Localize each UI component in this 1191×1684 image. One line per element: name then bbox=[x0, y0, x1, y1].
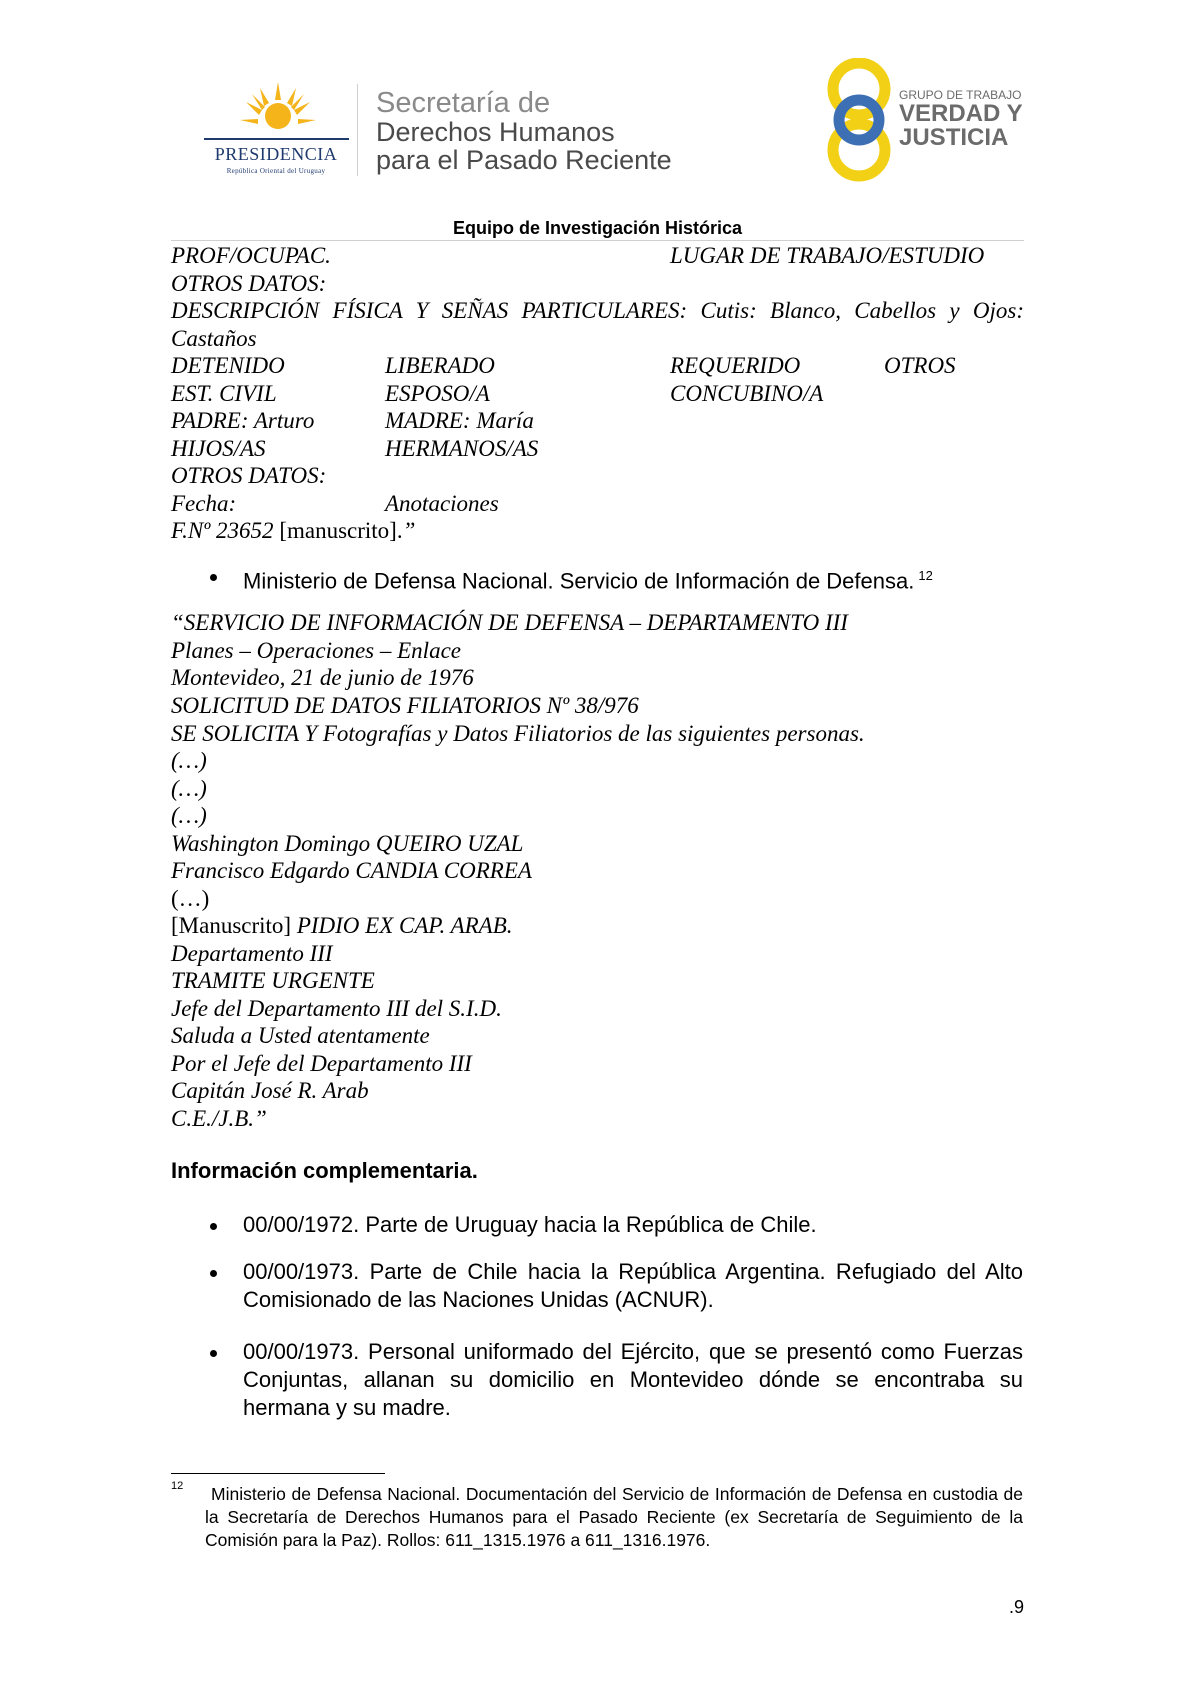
ficha-otros-datos-2: OTROS DATOS: bbox=[171, 463, 327, 488]
bullet-dot bbox=[210, 574, 217, 581]
footnote-rule bbox=[171, 1473, 385, 1474]
sid-jefe: Jefe del Departamento III del S.I.D. bbox=[171, 996, 502, 1021]
ficha-requerido: REQUERIDO bbox=[670, 353, 801, 378]
sid-ellipsis-3: (…) bbox=[171, 803, 207, 828]
gtvj-line1: GRUPO DE TRABAJO bbox=[899, 88, 1022, 102]
ficha-anotaciones: Anotaciones bbox=[385, 491, 499, 516]
ficha-hermanos: HERMANOS/AS bbox=[385, 436, 539, 461]
ficha-descripcion-2: Castaños bbox=[171, 326, 257, 351]
sid-ellipsis-2: (…) bbox=[171, 776, 207, 801]
ficha-otros: OTROS bbox=[884, 353, 956, 378]
bullet-dot bbox=[210, 1270, 217, 1277]
ficha-madre: MADRE: María bbox=[385, 408, 534, 433]
ficha-otros-datos-1: OTROS DATOS: bbox=[171, 271, 327, 296]
sid-person-1: Washington Domingo QUEIRO UZAL bbox=[171, 831, 524, 856]
ficha-est-civil: EST. CIVIL bbox=[171, 381, 277, 406]
secretaria-line1: Secretaría de bbox=[376, 87, 551, 119]
ficha-fn-manuscrito: [manuscrito]. bbox=[273, 518, 403, 543]
sid-person-2: Francisco Edgardo CANDIA CORREA bbox=[171, 858, 532, 883]
sun-emblem-icon bbox=[238, 80, 318, 142]
footnote-text: Ministerio de Defensa Nacional. Documentación del Servicio de Información de Defensa en custodia de la Secretaría de Derechos Humanos para el Pasado Reciente (ex Secretaría de Seguimiento de la Comisión para la Paz). Rollos: 611_1315.1976 a 611_1316.1976. bbox=[205, 1484, 1023, 1550]
footnote-ref[interactable]: 12 bbox=[918, 568, 933, 583]
sid-tramite: TRAMITE URGENTE bbox=[171, 968, 375, 993]
ficha-concubino: CONCUBINO/A bbox=[670, 381, 824, 406]
presidencia-logo bbox=[196, 80, 356, 180]
ficha-fn-line bbox=[171, 517, 415, 545]
ficha-fn-number: F.Nº 23652 bbox=[171, 518, 274, 543]
sid-ellipsis-4: (…) bbox=[171, 886, 210, 911]
footnote-number: 12 bbox=[171, 1480, 184, 1492]
complementaria-heading: Información complementaria. bbox=[171, 1158, 478, 1183]
gtvj-line3: JUSTICIA bbox=[899, 124, 1009, 151]
gtvj-line2: VERDAD Y bbox=[899, 100, 1023, 127]
sid-line1: “SERVICIO DE INFORMACIÓN DE DEFENSA – DEPARTAMENTO III bbox=[171, 610, 848, 635]
page-number: .9 bbox=[1008, 1597, 1024, 1617]
ficha-liberado: LIBERADO bbox=[385, 353, 495, 378]
header-divider bbox=[357, 84, 358, 176]
sid-line5: SE SOLICITA Y Fotografías y Datos Filiatorios de las siguientes personas. bbox=[171, 721, 865, 746]
sid-por-el-jefe: Por el Jefe del Departamento III bbox=[171, 1051, 472, 1076]
presidencia-title: PRESIDENCIA bbox=[214, 144, 338, 164]
sid-manuscrito-tag: [Manuscrito] bbox=[171, 913, 297, 938]
presidencia-subtitle: República Oriental del Uruguay bbox=[226, 167, 326, 175]
team-title: Equipo de Investigación Histórica bbox=[452, 218, 743, 238]
secretaria-line3: para el Pasado Reciente bbox=[376, 145, 672, 175]
bullet-ministerio bbox=[243, 562, 933, 595]
sid-ce: C.E./J.B.” bbox=[171, 1106, 267, 1131]
ficha-descripcion-1: DESCRIPCIÓN FÍSICA Y SEÑAS PARTICULARES: Cutis: Blanco, Cabellos y Ojos: bbox=[171, 298, 1024, 323]
ficha-esposo: ESPOSO/A bbox=[385, 381, 490, 406]
ficha-detenido: DETENIDO bbox=[171, 353, 285, 378]
complementaria-item-1: 00/00/1972. Parte de Uruguay hacia la República de Chile. bbox=[243, 1212, 817, 1237]
ficha-fn-close: ” bbox=[402, 518, 416, 543]
sid-line3: Montevideo, 21 de junio de 1976 bbox=[171, 665, 474, 690]
complementaria-item-2: 00/00/1973. Parte de Chile hacia la República Argentina. Refugiado del Alto Comisionado de las Naciones Unidas (ACNUR). bbox=[243, 1259, 1023, 1312]
sid-ellipsis-1: (…) bbox=[171, 748, 207, 773]
sid-saluda: Saluda a Usted atentamente bbox=[171, 1023, 430, 1048]
ficha-padre: PADRE: Arturo bbox=[171, 408, 315, 433]
bullet-dot bbox=[210, 1223, 217, 1230]
ficha-fecha: Fecha: bbox=[171, 491, 237, 516]
sid-line4: SOLICITUD DE DATOS FILIATORIOS Nº 38/976 bbox=[171, 693, 639, 718]
bullet-dot bbox=[210, 1350, 217, 1357]
complementaria-item-3: 00/00/1973. Personal uniformado del Ejército, que se presentó como Fuerzas Conjuntas, allanan su domicilio en Montevideo dónde se encontraba su hermana y su madre. bbox=[243, 1339, 1023, 1420]
sid-line2: Planes – Operaciones – Enlace bbox=[171, 638, 461, 663]
ficha-hijos: HIJOS/AS bbox=[171, 436, 266, 461]
rings-icon bbox=[824, 58, 894, 182]
secretaria-line2: Derechos Humanos bbox=[376, 117, 615, 147]
header-rule bbox=[171, 240, 1024, 241]
gtvj-logo bbox=[824, 58, 1024, 182]
sid-capitan: Capitán José R. Arab bbox=[171, 1078, 369, 1103]
sid-manuscrito-text: PIDIO EX CAP. ARAB. bbox=[296, 913, 513, 938]
sid-manuscrito-line bbox=[171, 912, 513, 940]
bullet-ministerio-text: Ministerio de Defensa Nacional. Servicio de Información de Defensa. bbox=[243, 568, 915, 594]
ficha-lugar: LUGAR DE TRABAJO/ESTUDIO bbox=[670, 243, 985, 268]
ficha-prof: PROF/OCUPAC. bbox=[171, 243, 331, 268]
secretaria-logo bbox=[376, 88, 672, 174]
sid-departamento: Departamento III bbox=[171, 941, 333, 966]
